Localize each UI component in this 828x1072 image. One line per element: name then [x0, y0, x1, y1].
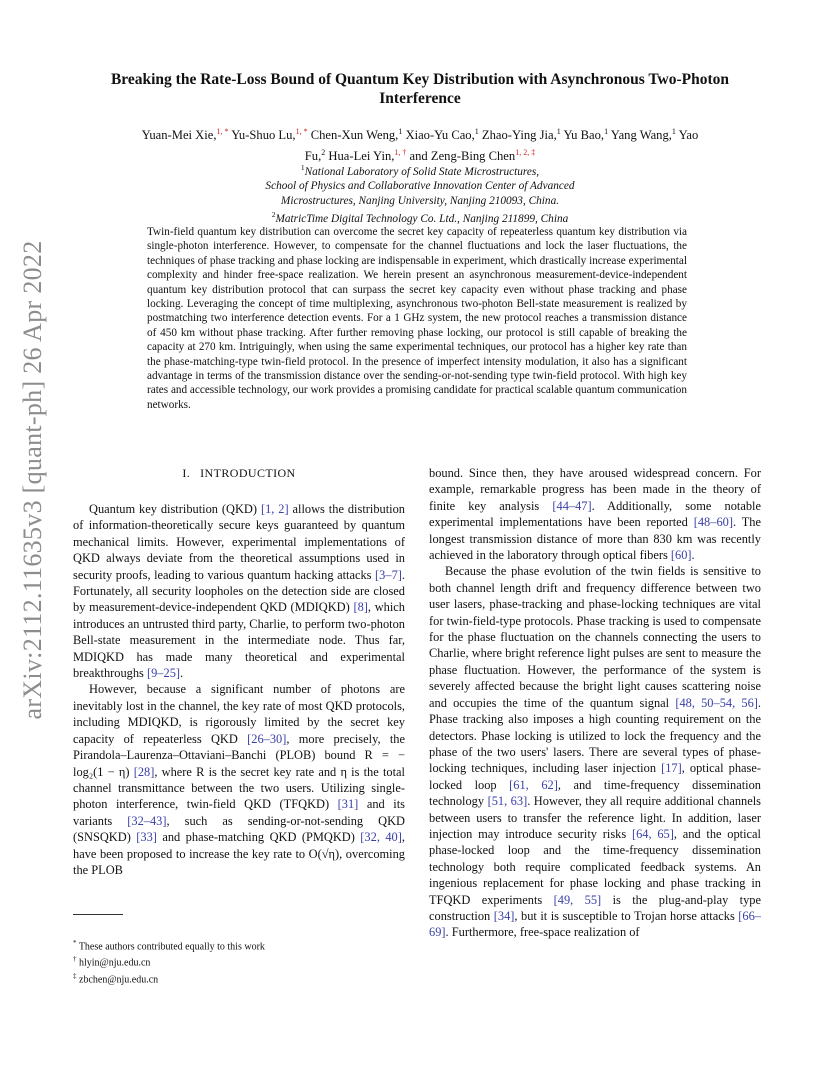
footnote: * These authors contributed equally to this work: [73, 939, 265, 953]
author: and Zeng-Bing Chen$^{1, 2, \ddagger}$: [409, 148, 536, 164]
citation-link[interactable]: [49, 55]: [553, 892, 602, 907]
citation-link[interactable]: [17]: [661, 761, 682, 776]
left-column: [73, 465, 405, 878]
affiliation-2: $^2$MatricTime Digital Technology Co. Ltd., Nanjing 211899, China: [271, 210, 569, 226]
author: Yao Fu,$^2$: [304, 128, 699, 164]
author: Yu-Shuo Lu,$^{1, *}$: [231, 127, 308, 143]
citation-link[interactable]: [8]: [353, 600, 368, 615]
citation-link[interactable]: [32, 40]: [360, 830, 402, 845]
affiliation-1-line3: Microstructures, Nanjing University, Nanjing 210093, China.: [280, 194, 560, 207]
author: Yang Wang,$^1$: [610, 127, 676, 143]
citation-link[interactable]: [1, 2]: [260, 502, 289, 516]
citation-link[interactable]: [34]: [493, 908, 515, 923]
paper-title: Breaking the Rate-Loss Bound of Quantum Key Distribution with Asynchronous Two-Photon Interference: [110, 71, 730, 107]
citation-link[interactable]: [31]: [337, 797, 359, 812]
citation-link[interactable]: [48–60]: [693, 515, 733, 530]
citation-link[interactable]: [60]: [670, 548, 692, 563]
arxiv-identifier: arXiv:2112.11635v3 [quant-ph] 26 Apr 2022: [18, 240, 47, 720]
author: Chen-Xun Weng,$^1$: [310, 127, 403, 143]
section-heading: I. INTRODUCTION: [182, 466, 296, 480]
intro-paragraph-1: Quantum key distribution (QKD) [1, 2] allows the distribution of information-theoretically secure keys guaranteed by quantum mechanical limits. However, experimental implementations of QKD always deviate from the theoretical assumptions used in security proofs, leading to various quantum hacking attacks [3–7]. Fortunately, all security loopholes on the detection side are closed by measurement-device-independent QKD (MDIQKD) [8], which introduces an untrusted third party, Charlie, to perform two-photon Bell-state measurement in the intermediate node. Thus far, MDIQKD has made many theoretical and experimental breakthroughs [9–25].: [73, 502, 405, 681]
footnote: † hlyin@nju.edu.cn: [73, 955, 151, 969]
affiliations: [180, 161, 660, 227]
author: Yuan-Mei Xie,$^{1, *}$: [141, 127, 229, 143]
author: Zhao-Ying Jia,$^1$: [481, 127, 561, 143]
author: Xiao-Yu Cao,$^1$: [405, 127, 479, 143]
author: Yu Bao,$^1$: [563, 127, 609, 143]
citation-link[interactable]: [3–7]: [375, 567, 402, 582]
citation-link[interactable]: [48, 50–54, 56]: [675, 695, 758, 710]
citation-link[interactable]: [51, 63]: [487, 794, 528, 809]
citation-link[interactable]: [32–43]: [127, 813, 167, 828]
citation-link[interactable]: [44–47]: [552, 498, 592, 513]
footnotes: [73, 937, 413, 986]
intro-paragraph-3: bound. Since then, they have aroused widespread concern. For example, remarkable progress has been made in the theory of finite key analysis [44–47]. Additionally, some notable experimental implementations have been reported [48–60]. The longest transmission distance of more than 830 km was recently achieved in the laboratory through optical fibers [60].: [429, 466, 761, 563]
citation-link[interactable]: [9–25]: [146, 666, 181, 681]
intro-paragraph-2: However, because a significant number of photons are inevitably lost in the channel, the key rate of most QKD protocols, including MDIQKD, is rigorously limited by the secret key capacity of repeaterless QKD [26–30], more precisely, the Pirandola–Laurenza–Ottaviani–Banchi (PLOB) bound R = − log₂(1 − η) [28], where R is the secret key rate and η is the total channel transmittance between the two users. Utilizing single-photon interference, twin-field QKD (TFQKD) [31] and its variants [32–43], such as sending-or-not-sending QKD (SNSQKD) [33] and phase-matching QKD (PMQKD) [32, 40], have been proposed to increase the key rate to O(√η), overcoming the PLOB: [73, 682, 405, 877]
affiliation-1-line2: School of Physics and Collaborative Innovation Center of Advanced: [265, 180, 575, 193]
intro-paragraph-4: Because the phase evolution of the twin fields is sensitive to both channel length drift and frequency difference between two user lasers, phase-tracking and phase-locking techniques are vital for twin-field-type protocols. Phase tracking is used to compensate for the phase fluctuation on the channels connecting the users to Charlie, where bright reference light pulses are sent to measure the phase fluctuation. However, the performance of the system is severely affected because the bright light causes scattering noise and occupies the time of the quantum signal [48, 50–54, 56]. Phase tracking also imposes a high counting requirement on the detectors. Phase locking is utilized to lock the frequency and the phase of the two users' lasers. There are several types of phase-locking techniques, including laser injection [17], optical phase-locked loop [61, 62], and time-frequency dissemination technology [51, 63]. However, they all require additional channels between users to transfer the reference light. In addition, laser injection may introduce security risks [64, 65], and the optical phase-locked loop and the time-frequency dissemination technology both require complicated feedback systems. An ingenious replacement for phase locking and phase tracking in TFQKD experiments [49, 55] is the plug-and-play type construction [34], but it is susceptible to Trojan horse attacks [66–69]. Furthermore, free-space realization of: [429, 564, 762, 940]
citation-link[interactable]: [33]: [136, 830, 157, 845]
citation-link[interactable]: [28]: [133, 764, 155, 779]
citation-link[interactable]: [66–69]: [429, 908, 761, 940]
author-list: [130, 123, 710, 165]
footnote-rule: [73, 914, 123, 915]
right-column: [429, 465, 761, 941]
citation-link[interactable]: [26–30]: [247, 731, 287, 746]
affiliation-1: $^1$National Laboratory of Solid State Microstructures,: [300, 163, 540, 178]
citation-link[interactable]: [64, 65]: [631, 826, 674, 841]
author: Hua-Lei Yin,$^{1, \dagger}$: [328, 148, 407, 164]
footnote: ‡ zbchen@nju.edu.cn: [73, 971, 159, 985]
arxiv-stamp: [8, 130, 58, 830]
abstract: Twin-field quantum key distribution can overcome the secret key capacity of repeaterless quantum key distribution via single-photon interference. However, to compensate for the channel fluctuations and lock the laser fluctuations, the techniques of phase tracking and phase locking are indispensable in experiment, which drastically increase experimental complexity and hinder free-space realization. We herein present an asynchronous measurement-device-independent quantum key distribution protocol that can surpass the secret key capacity even without phase tracking and phase locking. Leveraging the concept of time multiplexing, asynchronous two-photon Bell-state measurement is realized by postmatching two interference detection events. For a 1 GHz system, the new protocol reaches a transmission distance of 450 km without phase tracking. After further removing phase locking, our protocol is still capable of breaking the capacity at 270 km. Intriguingly, when using the same experimental techniques, our protocol has a higher key rate than the phase-matching-type twin-field protocol. In the presence of imperfect intensity modulation, it also has a significant advantage in terms of the transmission distance over the sending-or-not-sending type twin-field protocol. With high key rates and accessible technology, our work provides a promising candidate for practical scalable quantum communication networks.: [147, 226, 687, 411]
citation-link[interactable]: [61, 62]: [509, 777, 558, 792]
